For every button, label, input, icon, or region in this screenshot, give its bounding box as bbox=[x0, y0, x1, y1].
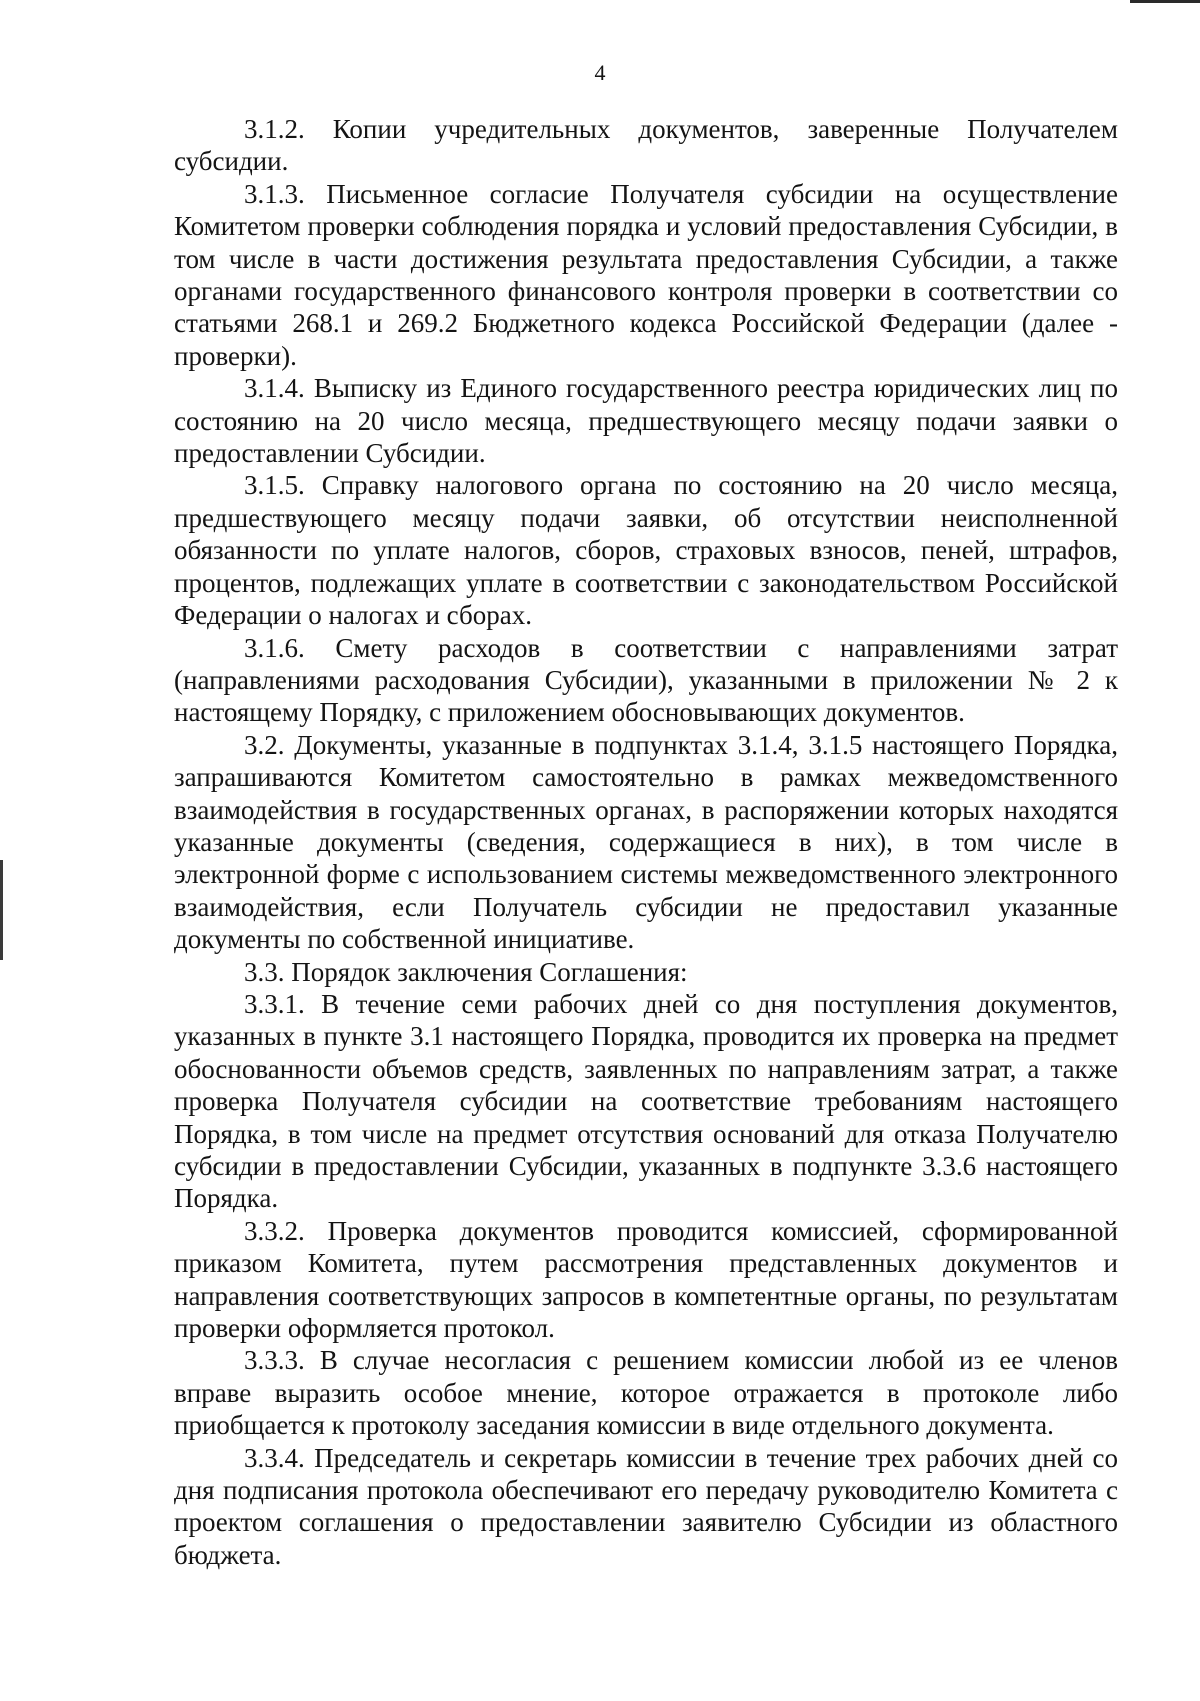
paragraph-3-1-5: 3.1.5. Справку налогового органа по состоянию на 20 число месяца, предшествующего месяцу подачи заявки, об отсутствии неисполненной обязанности по уплате налогов, сборов, страховых взносов, пеней, штрафов, процентов, подлежащих уплате в соответствии с законодательством Российской Федерации о налогах и сборах. bbox=[174, 470, 1118, 631]
paragraph-3-3-1: 3.3.1. В течение семи рабочих дней со дня поступления документов, указанных в пункте 3.1 настоящего Порядка, проводится их проверка на предмет обоснованности объемов средств, заявленных по направлениям затрат, а также проверка Получателя субсидии на соответствие требованиям настоящего Порядка, в том числе на предмет отсутствия оснований для отказа Получателю субсидии в предоставлении Субсидии, указанных в подпункте 3.3.6 настоящего Порядка. bbox=[174, 988, 1118, 1214]
document-body bbox=[174, 113, 1118, 1571]
paragraph-3-3-4: 3.3.4. Председатель и секретарь комиссии в течение трех рабочих дней со дня подписания протокола обеспечивают его передачу руководителю Комитета с проектом соглашения о предоставлении заявителю Субсидии из областного бюджета. bbox=[174, 1442, 1118, 1570]
paragraph-3-3-2: 3.3.2. Проверка документов проводится комиссией, сформированной приказом Комитета, путем рассмотрения представленных документов и направления соответствующих запросов в компетентные органы, по результатам проверки оформляется протокол. bbox=[174, 1215, 1118, 1344]
paragraph-3-1-2: 3.1.2. Копии учредительных документов, заверенные Получателем субсидии. bbox=[174, 114, 1118, 177]
scan-binding-mark bbox=[0, 860, 3, 960]
paragraph-3-2: 3.2. Документы, указанные в подпунктах 3.1.4, 3.1.5 настоящего Порядка, запрашиваются Комитетом самостоятельно в рамках межведомственного взаимодействия в государственных органах, в распоряжении которых находятся указанные документы (сведения, содержащиеся в них), в том числе в электронной форме с использованием системы межведомственного электронного взаимодействия, если Получатель субсидии не предоставил указанные документы по собственной инициативе. bbox=[174, 729, 1118, 955]
paragraph-3-1-3: 3.1.3. Письменное согласие Получателя субсидии на осуществление Комитетом проверки соблюдения порядка и условий предоставления Субсидии, в том числе в части достижения результата предоставления Субсидии, а также органами государственного финансового контроля проверки в соответствии со статьями 268.1 и 269.2 Бюджетного кодекса Российской Федерации (далее - проверки). bbox=[174, 178, 1118, 371]
paragraph-3-3: 3.3. Порядок заключения Соглашения: bbox=[244, 956, 688, 987]
page-number: 4 bbox=[594, 60, 606, 85]
paragraph-3-3-3: 3.3.3. В случае несогласия с решением комиссии любой из ее членов вправе выразить особое мнение, которое отражается в протоколе либо приобщается к протоколу заседания комиссии в виде отдельного документа. bbox=[174, 1345, 1118, 1441]
paragraph-3-1-4: 3.1.4. Выписку из Единого государственного реестра юридических лиц по состоянию на 20 число месяца, предшествующего месяцу подачи заявки о предоставлении Субсидии. bbox=[174, 373, 1118, 469]
paragraph-3-1-6: 3.1.6. Смету расходов в соответствии с направлениями затрат (направлениями расходования Субсидии), указанными в приложении № 2 к настоящему Порядку, с приложением обосновывающих документов. bbox=[174, 632, 1118, 728]
scan-edge-mark bbox=[1130, 0, 1200, 3]
